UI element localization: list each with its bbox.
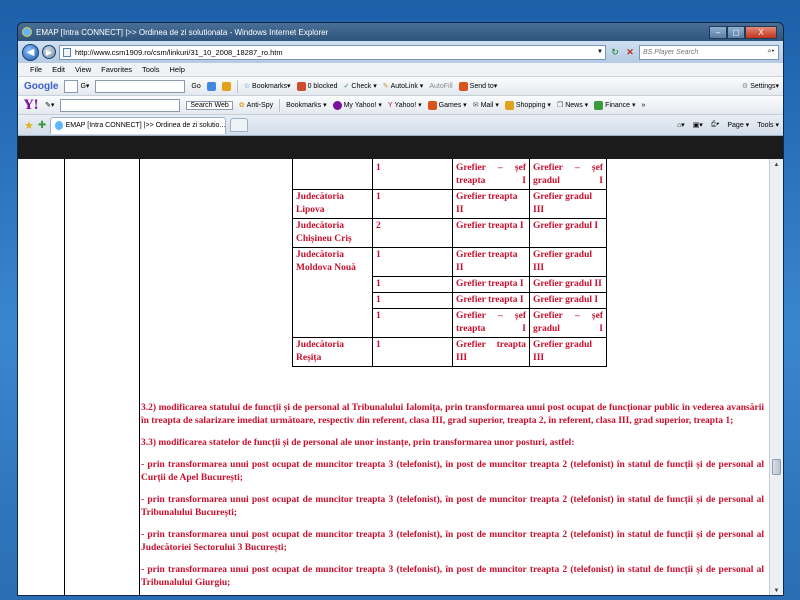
yahoo-bookmarks-button[interactable] xyxy=(286,101,326,109)
command-bar xyxy=(677,121,783,129)
autofill-label: AutoFill xyxy=(429,82,453,90)
scroll-down-icon[interactable]: ▼ xyxy=(773,588,780,594)
navigation-bar xyxy=(18,41,783,63)
sendto-label: Send to▾ xyxy=(469,83,498,90)
search-box[interactable] xyxy=(639,45,779,60)
add-favorites-icon[interactable]: ✚ xyxy=(37,119,47,131)
news-button[interactable]: ❐ News ▾ xyxy=(556,102,589,109)
from-position-cell: Grefier treapta II xyxy=(453,248,530,277)
to-position-cell: Grefier gradul I xyxy=(530,293,607,309)
finance-label: Finance ▾ xyxy=(605,102,636,109)
pencil-icon[interactable]: ✎▾ xyxy=(45,102,55,109)
tab-title: EMAP [Intra CONNECT] |>> Ordinea de zi solutio... xyxy=(65,122,226,129)
shopping-label: Shopping ▾ xyxy=(515,102,551,109)
my-yahoo-label: My Yahoo! ▾ xyxy=(343,102,382,109)
forward-arrow-icon[interactable]: ▶ xyxy=(42,45,56,59)
shopping-icon xyxy=(505,101,514,110)
search-web-label: Search Web xyxy=(186,101,232,110)
to-position-cell: Grefier – șef gradul I xyxy=(530,159,607,190)
print-icon[interactable]: ⎙▾ xyxy=(710,121,720,128)
page-content xyxy=(18,159,771,596)
layout-border xyxy=(139,159,140,596)
check-label: Check ▾ xyxy=(351,83,377,90)
new-tab-button[interactable] xyxy=(230,118,248,132)
ie-logo-icon xyxy=(22,27,32,37)
ybookmarks-label: Bookmarks ▾ xyxy=(286,102,327,109)
back-arrow-icon[interactable]: ◀ xyxy=(22,44,39,61)
count-cell: 1 xyxy=(373,277,453,293)
tab-current[interactable] xyxy=(50,117,226,134)
sendto-button[interactable] xyxy=(459,82,498,91)
decision-text xyxy=(141,402,764,596)
yahoo-label: Yahoo! ▾ xyxy=(394,102,422,109)
spellcheck-button[interactable]: ✓ Check ▾ xyxy=(343,83,377,90)
news-icon[interactable] xyxy=(222,82,231,91)
count-cell: 2 xyxy=(373,219,453,248)
g-label: G▾ xyxy=(80,83,90,90)
tools-menu[interactable]: Tools ▾ xyxy=(757,122,779,129)
to-position-cell: Grefier gradul III xyxy=(530,338,607,367)
count-cell: 1 xyxy=(373,248,453,277)
yahoo-toolbar xyxy=(18,96,783,115)
games-icon xyxy=(428,101,437,110)
address-bar[interactable] xyxy=(59,45,606,60)
page-icon xyxy=(63,48,71,57)
table-row xyxy=(293,159,607,190)
menu-tools[interactable]: Tools xyxy=(142,65,160,74)
pagerank-icon[interactable] xyxy=(207,82,216,91)
games-label: Games ▾ xyxy=(438,102,467,109)
from-position-cell: Grefier – șef treapta I xyxy=(453,309,530,338)
table-row xyxy=(293,338,607,367)
count-cell: 1 xyxy=(373,190,453,219)
favorites-star-icon[interactable]: ★ xyxy=(24,119,34,132)
table-row xyxy=(293,248,607,277)
my-yahoo-button[interactable] xyxy=(333,101,382,110)
go-label: Go xyxy=(191,82,201,90)
g-box xyxy=(64,80,78,93)
title-bar[interactable] xyxy=(18,23,783,41)
search-icon[interactable]: ⌕▾ xyxy=(767,48,775,55)
yahoo-search-input[interactable] xyxy=(60,99,180,112)
paragraph: - prin transformarea unui post ocupat de muncitor treapta 3 (telefonist), în post de muncitor treapta 2 (telefonist) în statul de funcții și de personal al Curții de Apel București; xyxy=(141,460,764,483)
paragraph: - prin transformarea unui post ocupat de muncitor treapta 3 (telefonist), în post de muncitor treapta 2 (telefonist) în statul de funcții și de personal al Judecătoriei Sectorului 3 București; xyxy=(141,530,764,553)
news-label: News ▾ xyxy=(565,102,589,109)
stop-icon[interactable]: ✕ xyxy=(626,46,634,57)
yahoo-logo: Y! xyxy=(24,97,39,113)
minimize-button[interactable]: ‒ xyxy=(709,26,727,39)
google-g-dropdown[interactable] xyxy=(64,80,89,93)
go-button[interactable] xyxy=(191,83,200,90)
to-position-cell: Grefier – șef gradul I xyxy=(530,309,607,338)
to-position-cell: Grefier gradul III xyxy=(530,190,607,219)
court-cell: Judecătoria Moldova Nouă xyxy=(293,248,373,338)
paragraph: 3.2) modificarea statului de funcții și de personal al Tribunalului Ialomița, prin transformarea unui post ocupat de funcționar public în vederea avansării în treapta de salarizare imediat următoare, respectiv din referent, clasa III, grad superior, treapta 2, în referent, clasa III, grad superior, treapta 1; xyxy=(141,403,764,426)
menu-favorites[interactable]: Favorites xyxy=(101,65,132,74)
google-search-input[interactable] xyxy=(95,80,185,93)
separator xyxy=(279,99,280,112)
popup-blocker[interactable] xyxy=(297,82,338,91)
from-position-cell: Grefier – șef treapta I xyxy=(453,159,530,190)
mail-label: Mail ▾ xyxy=(480,102,499,109)
to-position-cell: Grefier gradul II xyxy=(530,277,607,293)
from-position-cell: Grefier treapta II xyxy=(453,190,530,219)
my-yahoo-icon xyxy=(333,101,342,110)
yahoo-button[interactable]: Y Yahoo! ▾ xyxy=(387,101,422,109)
vertical-scrollbar[interactable] xyxy=(769,159,783,596)
layout-border xyxy=(64,159,65,596)
blocker-icon xyxy=(297,82,306,91)
finance-button[interactable] xyxy=(594,101,635,110)
court-cell: Judecătoria Reșița xyxy=(293,338,373,367)
autolink-label: AutoLink ▾ xyxy=(390,83,424,90)
address-url[interactable]: http://www.csm1909.ro/csm/linkuri/31_10_2008_18287_ro.htm xyxy=(75,47,283,57)
menu-file[interactable]: File xyxy=(30,65,43,74)
menu-help[interactable]: Help xyxy=(169,65,185,74)
window-title: EMAP [Intra CONNECT] |>> Ordinea de zi solutionata - Windows Internet Explorer xyxy=(36,27,329,37)
menu-edit[interactable]: Edit xyxy=(52,65,66,74)
mail-button[interactable]: ✉ Mail ▾ xyxy=(472,102,499,109)
blocked-label: 0 blocked xyxy=(307,82,338,90)
settings-button[interactable]: ⚙ Settings▾ xyxy=(741,83,779,90)
search-web-button[interactable] xyxy=(186,101,232,110)
scroll-thumb[interactable] xyxy=(772,459,781,475)
refresh-icon[interactable]: ↻ xyxy=(611,46,619,57)
shopping-button[interactable] xyxy=(505,101,551,110)
window-controls xyxy=(709,26,777,39)
separator xyxy=(237,80,238,93)
staff-changes-table xyxy=(292,159,607,367)
antispy-label: Anti-Spy xyxy=(246,101,274,109)
court-cell: Judecătoria Chișineu Criș xyxy=(293,219,373,248)
from-position-cell: Grefier treapta I xyxy=(453,219,530,248)
to-position-cell: Grefier gradul I xyxy=(530,219,607,248)
paragraph: - prin transformarea unui post ocupat de muncitor treapta 3 (telefonist), în post de muncitor treapta 2 (telefonist) în statul de funcții și de personal al Tribunalului Giurgiu; xyxy=(141,565,764,588)
google-toolbar xyxy=(18,77,783,96)
scroll-up-icon[interactable]: ▲ xyxy=(773,162,780,168)
maximize-button[interactable]: ▢ xyxy=(727,26,745,39)
paragraph: - prin transformarea unui post ocupat de muncitor treapta 3 (telefonist), în post de muncitor treapta 2 (telefonist) în statul de funcții și de personal al Tribunalului București; xyxy=(141,495,764,518)
autolink-button[interactable]: ✎ AutoLink ▾ xyxy=(382,83,424,90)
bookmarks-button[interactable]: ☆ Bookmarks▾ xyxy=(243,83,291,90)
bookmarks-label: Bookmarks▾ xyxy=(252,83,291,90)
paragraph: 3.3) modificarea statelor de funcții și de personal ale unor instanțe, prin transformarea unor posturi, astfel: xyxy=(141,438,575,448)
chevron-down-icon[interactable]: ▼ xyxy=(597,49,603,55)
menu-view[interactable]: View xyxy=(75,65,92,74)
to-position-cell: Grefier gradul III xyxy=(530,248,607,277)
feeds-icon[interactable]: ▣▾ xyxy=(692,122,703,129)
tab-page-icon xyxy=(55,121,62,130)
court-cell: Judecătoria Lipova xyxy=(293,190,373,219)
menu-bar xyxy=(18,63,783,77)
antispy-button[interactable]: ✿ Anti-Spy xyxy=(238,101,274,109)
from-position-cell: Grefier treapta I xyxy=(453,277,530,293)
tab-bar xyxy=(18,115,783,136)
count-cell: 1 xyxy=(373,293,453,309)
toolbar-overflow-chevron[interactable]: » xyxy=(641,101,646,109)
from-position-cell: Grefier treapta I xyxy=(453,293,530,309)
finance-icon xyxy=(594,101,603,110)
autofill-button[interactable] xyxy=(429,83,452,90)
search-input[interactable]: BS.Player Search xyxy=(643,48,699,56)
court-cell xyxy=(293,159,373,190)
settings-label: Settings▾ xyxy=(750,83,779,90)
games-button[interactable] xyxy=(428,101,467,110)
count-cell: 1 xyxy=(373,309,453,338)
google-logo: Google xyxy=(24,80,59,92)
sendto-icon xyxy=(459,82,468,91)
page-menu[interactable]: Page ▾ xyxy=(727,122,750,129)
ie-window xyxy=(17,22,784,596)
table-row xyxy=(293,219,607,248)
home-icon[interactable]: ⌂▾ xyxy=(676,122,685,129)
close-button[interactable]: X xyxy=(745,26,777,39)
table-row xyxy=(293,190,607,219)
count-cell: 1 xyxy=(373,159,453,190)
count-cell: 1 xyxy=(373,338,453,367)
from-position-cell: Grefier treapta III xyxy=(453,338,530,367)
